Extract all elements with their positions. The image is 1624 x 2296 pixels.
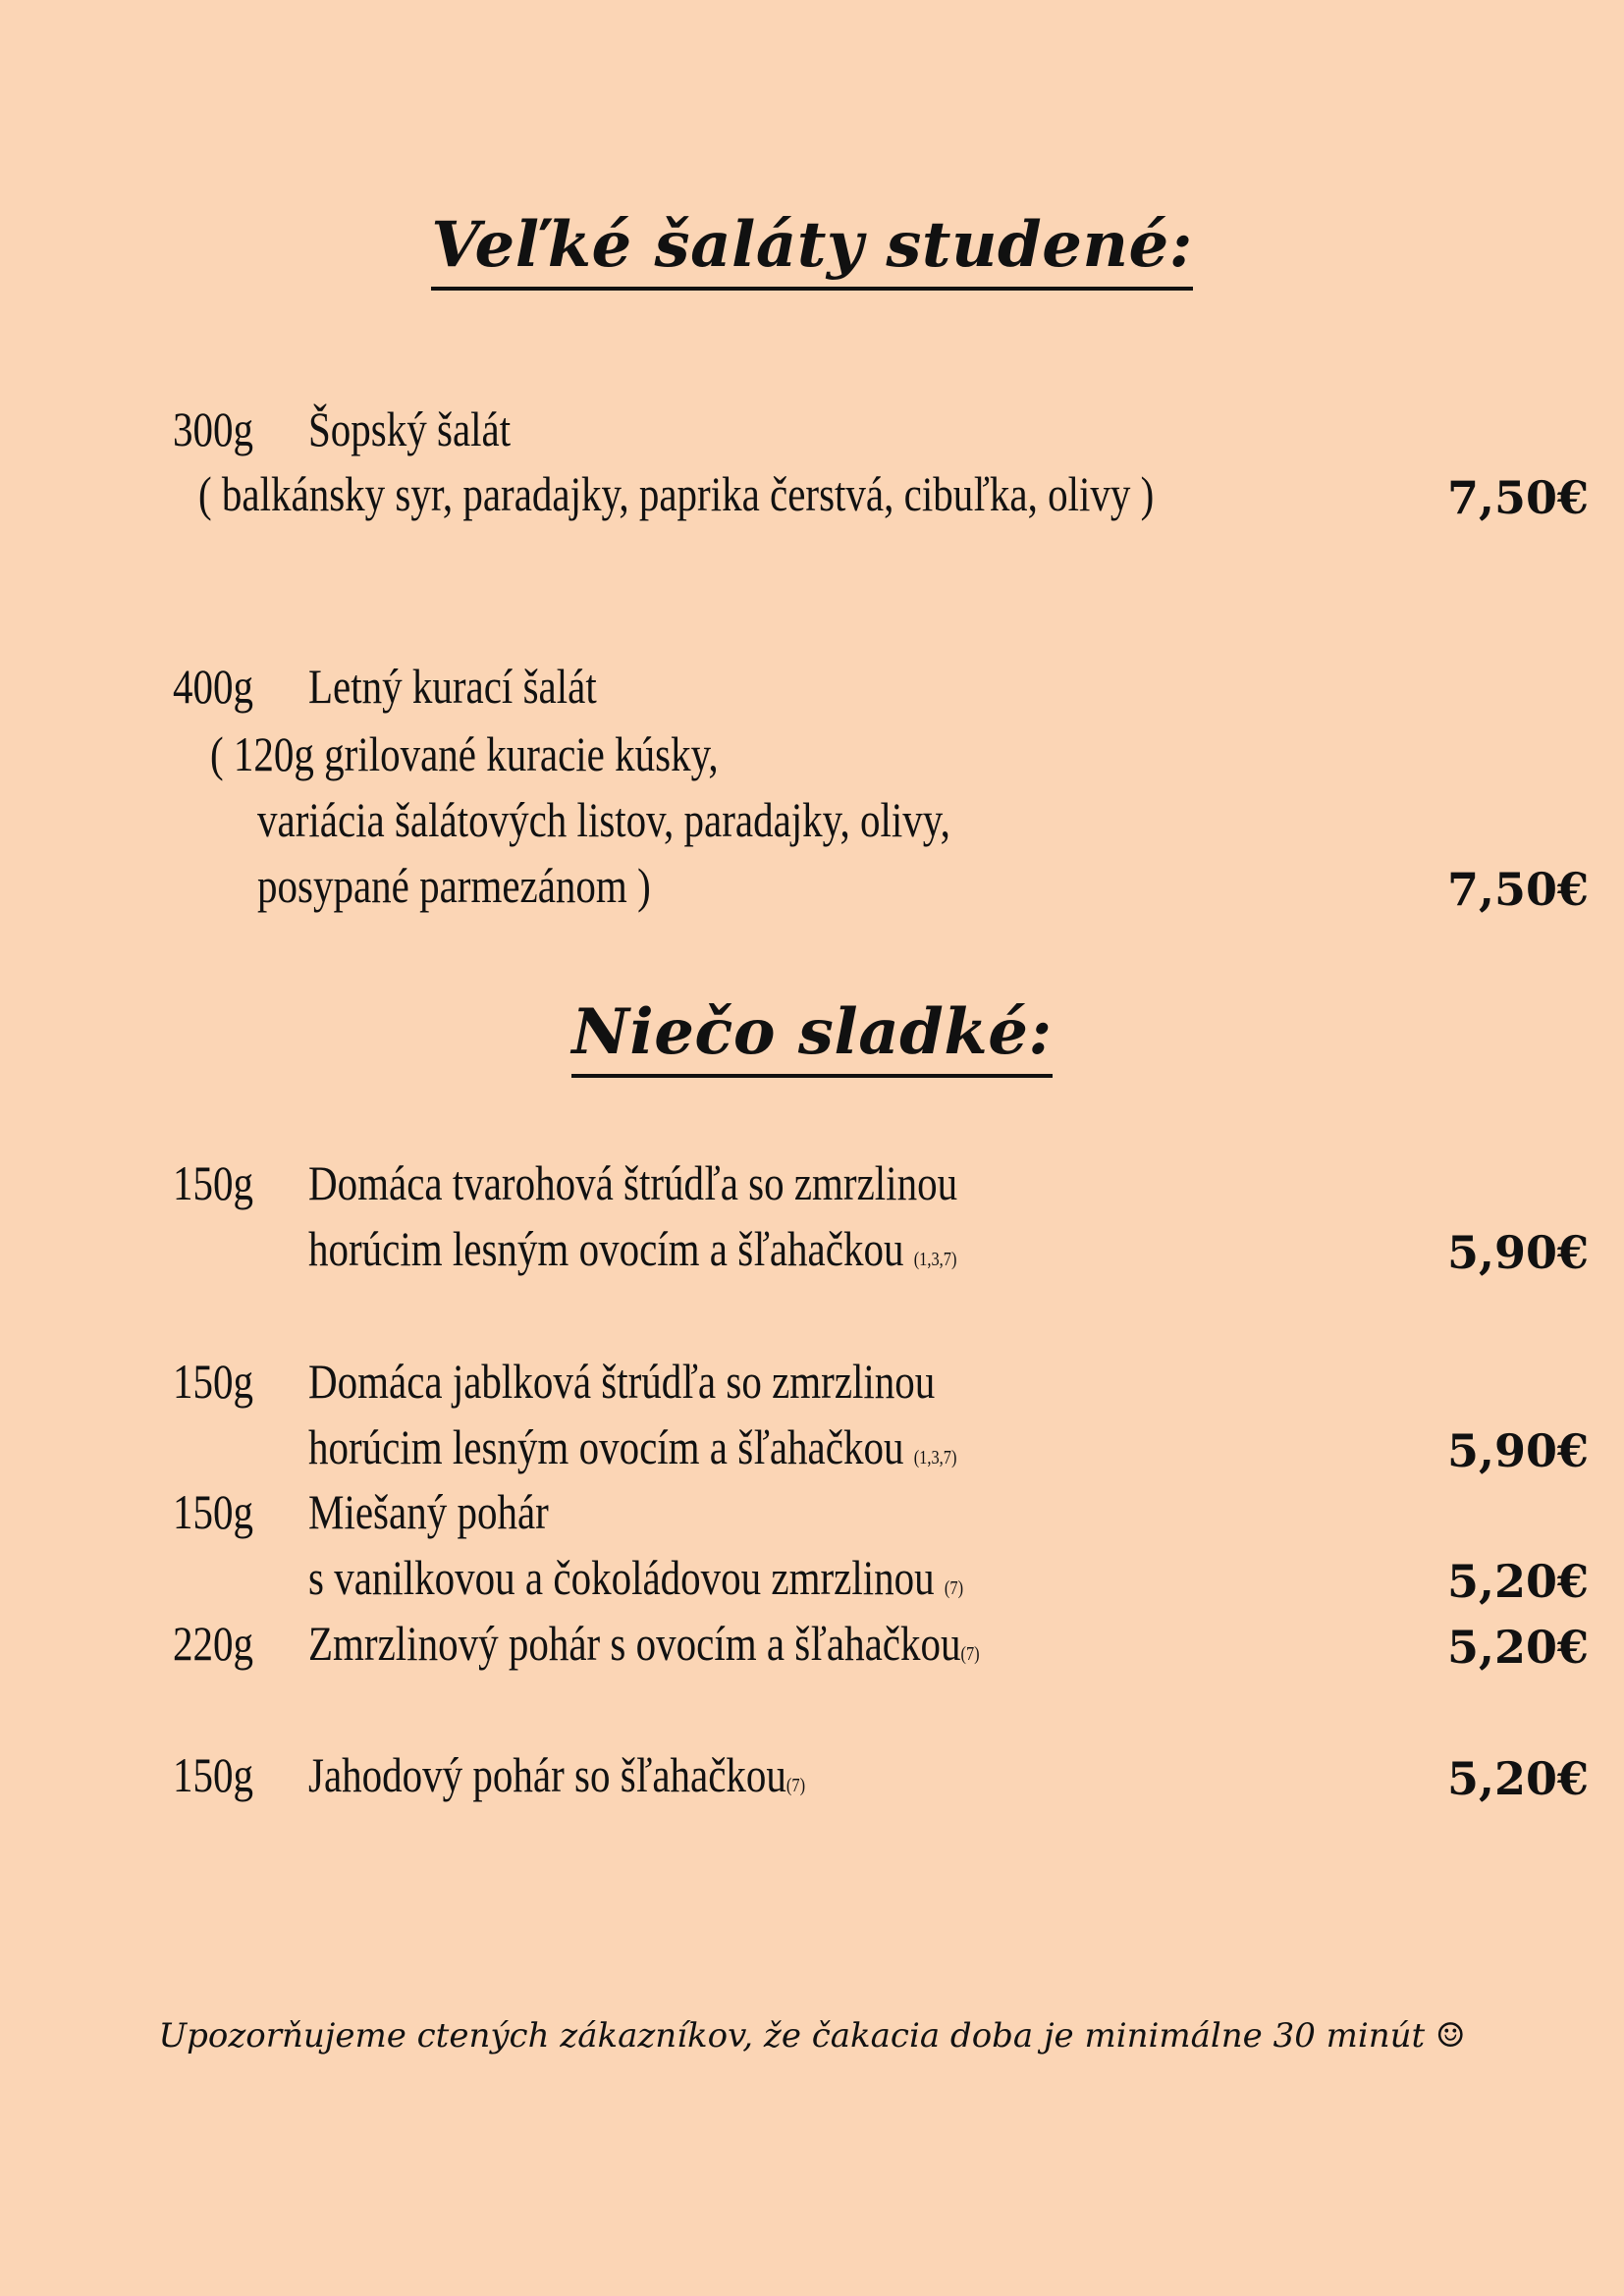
item-description [308, 1221, 957, 1276]
item-name: Domáca tvarohová štrúdľa so zmrzlinou [308, 1155, 958, 1210]
allergen-codes: (1,3,7) [913, 1447, 957, 1468]
item-price: 5,90€ [1446, 1424, 1589, 1477]
item-description-text: s vanilkovou a čokoládovou zmrzlinou [308, 1550, 945, 1605]
item-name-text: Jahodový pohár so šľahačkou [308, 1747, 786, 1802]
item-description-text: horúcim lesným ovocím a šľahačkou [308, 1419, 914, 1474]
item-price: 7,50€ [1446, 863, 1589, 916]
item-description-line: variácia šalátových listov, paradajky, olivy, [257, 792, 950, 847]
waiting-time-notice [0, 2016, 1624, 2056]
item-name: Domáca jablková štrúdľa so zmrzlinou [308, 1354, 936, 1409]
item-description: ( balkánsky syr, paradajky, paprika čerstvá, cibuľka, olivy ) [198, 466, 1155, 521]
item-description [308, 1419, 957, 1474]
notice-text: Upozorňujeme ctených zákazníkov, že čakacia doba je minimálne 30 minút [158, 2016, 1426, 2056]
item-name: Miešaný pohár [308, 1484, 549, 1539]
item-name [308, 1616, 980, 1671]
item-weight: 150g [173, 1484, 253, 1539]
item-name: Letný kurací šalát [308, 659, 597, 714]
item-weight: 150g [173, 1155, 253, 1210]
item-description-line: ( 120g grilované kuracie kúsky, [210, 726, 719, 781]
item-name [308, 1747, 806, 1802]
allergen-codes: (1,3,7) [913, 1249, 957, 1270]
item-weight: 400g [173, 659, 253, 714]
item-weight: 150g [173, 1747, 253, 1802]
allergen-codes: (7) [785, 1775, 806, 1796]
item-description-text: horúcim lesným ovocím a šľahačkou [308, 1221, 914, 1276]
allergen-codes: (7) [944, 1577, 964, 1599]
section-heading-salads [0, 208, 1624, 291]
item-description-line: posypané parmezánom ) [257, 858, 651, 913]
item-description [308, 1550, 964, 1605]
item-price: 7,50€ [1446, 471, 1589, 524]
heading-text: Veľké šaláty studené: [431, 214, 1193, 291]
item-name: Šopský šalát [308, 401, 512, 456]
item-weight: 300g [173, 401, 253, 456]
item-name-text: Zmrzlinový pohár s ovocím a šľahačkou [308, 1616, 961, 1671]
smiley-icon: ☺ [1435, 2016, 1466, 2056]
item-weight: 220g [173, 1616, 253, 1671]
item-price: 5,20€ [1446, 1752, 1589, 1805]
allergen-codes: (7) [960, 1643, 980, 1665]
item-price: 5,20€ [1446, 1621, 1589, 1674]
item-price: 5,20€ [1446, 1555, 1589, 1608]
heading-text: Niečo sladké: [571, 1001, 1052, 1078]
item-weight: 150g [173, 1354, 253, 1409]
item-price: 5,90€ [1446, 1226, 1589, 1279]
section-heading-desserts [0, 995, 1624, 1078]
